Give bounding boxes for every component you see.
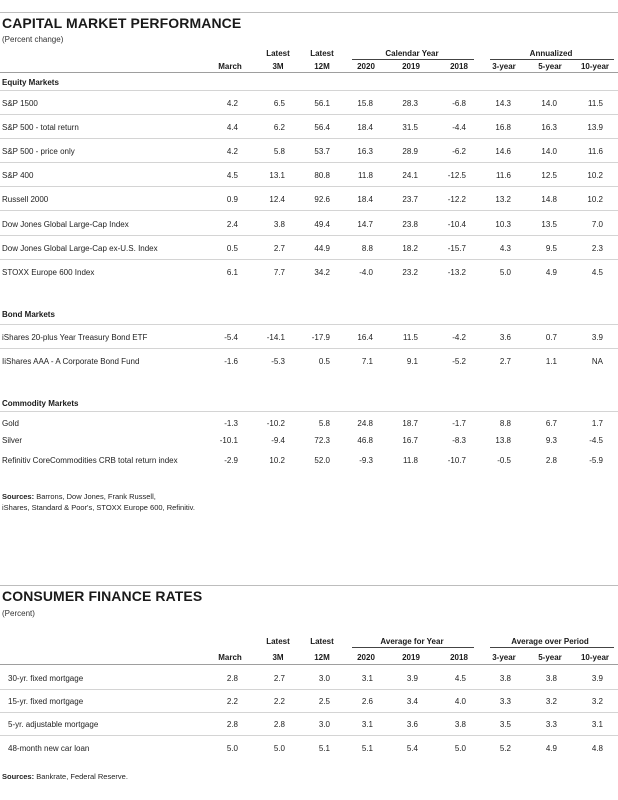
row-value: 11.5 <box>403 333 418 342</box>
row-value: -8.3 <box>452 436 466 445</box>
table1-title: CAPITAL MARKET PERFORMANCE <box>2 15 242 31</box>
row-divider <box>0 138 618 139</box>
row-value: 2.5 <box>318 697 330 706</box>
row-value: -12.5 <box>447 171 466 180</box>
section-underline <box>0 324 618 325</box>
row-value: 9.3 <box>545 436 557 445</box>
t2-col-header-3-year: 3-year <box>492 653 516 662</box>
row-value: 56.4 <box>314 123 330 132</box>
row-value: 11.6 <box>496 171 511 180</box>
row-value: 23.2 <box>402 268 418 277</box>
row-value: 3.5 <box>499 720 511 729</box>
t2-col-header-5-year: 5-year <box>538 653 562 662</box>
row-value: 3.9 <box>591 674 603 683</box>
row-value: 10.3 <box>495 220 511 229</box>
row-value: 11.8 <box>403 456 418 465</box>
table2-subtitle: (Percent) <box>2 609 35 618</box>
row-divider <box>0 259 618 260</box>
row-value: 3.6 <box>406 720 418 729</box>
row-value: 16.3 <box>541 123 557 132</box>
average-over-period-underline <box>490 647 614 648</box>
header-calendar-year: Calendar Year <box>385 49 439 58</box>
row-divider <box>0 712 618 713</box>
table-row <box>0 674 618 688</box>
row-label: Dow Jones Global Large-Cap Index <box>2 220 129 229</box>
row-value: 5.8 <box>318 419 330 428</box>
row-value: 2.7 <box>273 674 285 683</box>
row-value: 5.1 <box>361 744 373 753</box>
table-row <box>0 357 618 371</box>
row-value: 7.0 <box>591 220 603 229</box>
row-value: -1.7 <box>452 419 466 428</box>
table-row <box>0 268 618 282</box>
col-header-12m: 12M <box>314 62 330 71</box>
header-annualized: Annualized <box>529 49 573 58</box>
row-value: 11.8 <box>358 171 373 180</box>
row-value: 3.8 <box>499 674 511 683</box>
row-value: 7.1 <box>361 357 373 366</box>
row-value: 80.8 <box>314 171 330 180</box>
row-value: 6.1 <box>226 268 238 277</box>
row-value: 4.4 <box>226 123 238 132</box>
section-header: Equity Markets <box>2 78 59 87</box>
row-value: -9.4 <box>271 436 285 445</box>
t2-col-header-2018: 2018 <box>450 653 468 662</box>
t2-header-rule <box>0 664 618 665</box>
row-label: S&P 500 - total return <box>2 123 79 132</box>
col-header-2020: 2020 <box>357 62 375 71</box>
header-latest-12m-top: Latest <box>310 49 334 58</box>
row-value: -9.3 <box>359 456 373 465</box>
row-value: 16.3 <box>357 147 373 156</box>
row-value: -10.7 <box>447 456 466 465</box>
row-value: 13.5 <box>541 220 557 229</box>
row-value: 23.7 <box>402 195 418 204</box>
row-value: -5.4 <box>224 333 238 342</box>
row-label: 15-yr. fixed mortgage <box>8 697 84 706</box>
average-for-year-underline <box>352 647 474 648</box>
row-value: 2.8 <box>226 720 238 729</box>
table-row <box>0 419 618 433</box>
row-label: S&P 1500 <box>2 99 38 108</box>
row-label: 48-month new car loan <box>8 744 90 753</box>
row-value: 2.8 <box>226 674 238 683</box>
row-value: 24.8 <box>357 419 373 428</box>
row-value: 52.0 <box>314 456 330 465</box>
row-value: 16.4 <box>357 333 373 342</box>
row-value: 53.7 <box>314 147 330 156</box>
section-header: Commodity Markets <box>2 399 79 408</box>
row-label: Refinitiv CoreCommodities CRB total return index <box>2 456 178 465</box>
table-row <box>0 244 618 258</box>
row-value: 14.8 <box>541 195 557 204</box>
row-value: 3.0 <box>318 674 330 683</box>
row-divider <box>0 348 618 349</box>
row-value: 4.2 <box>226 99 238 108</box>
table-row <box>0 195 618 209</box>
table-row <box>0 720 618 734</box>
table-row <box>0 456 618 470</box>
t2-col-header-12m: 12M <box>314 653 330 662</box>
row-value: 16.7 <box>402 436 418 445</box>
table-row <box>0 171 618 185</box>
row-value: 2.7 <box>273 244 285 253</box>
row-value: 10.2 <box>587 171 603 180</box>
row-value: 18.2 <box>402 244 418 253</box>
col-header-2018: 2018 <box>450 62 468 71</box>
row-value: 11.5 <box>588 99 603 108</box>
section2-rule <box>0 585 618 586</box>
section-header: Bond Markets <box>2 310 55 319</box>
row-label: iShares 20-plus Year Treasury Bond ETF <box>2 333 148 342</box>
row-value: 3.4 <box>406 697 418 706</box>
calendar-year-underline <box>352 59 474 60</box>
col-header-march: March <box>218 62 242 71</box>
row-divider <box>0 735 618 736</box>
row-value: 4.9 <box>545 268 557 277</box>
row-value: 4.5 <box>226 171 238 180</box>
row-value: 9.1 <box>406 357 418 366</box>
row-value: 3.3 <box>545 720 557 729</box>
row-value: 5.0 <box>226 744 238 753</box>
row-value: 11.6 <box>588 147 603 156</box>
row-value: 14.6 <box>495 147 511 156</box>
row-value: -5.2 <box>452 357 466 366</box>
row-value: -5.3 <box>271 357 285 366</box>
row-value: 49.4 <box>314 220 330 229</box>
row-value: 44.9 <box>314 244 330 253</box>
row-value: 5.0 <box>499 268 511 277</box>
row-value: 3.9 <box>406 674 418 683</box>
row-value: -4.4 <box>452 123 466 132</box>
t2-header-average-over-period: Average over Period <box>511 637 589 646</box>
row-value: 72.3 <box>314 436 330 445</box>
row-value: -10.2 <box>266 419 285 428</box>
table2-sources-text: Bankrate, Federal Reserve. <box>34 772 128 781</box>
row-value: -4.0 <box>359 268 373 277</box>
row-value: 15.8 <box>357 99 373 108</box>
t2-col-header-3m: 3M <box>272 653 284 662</box>
header-rule <box>0 72 618 73</box>
table-row <box>0 123 618 137</box>
row-value: 3.3 <box>499 697 511 706</box>
row-value: 28.9 <box>402 147 418 156</box>
row-value: -5.9 <box>589 456 603 465</box>
row-value: -1.6 <box>224 357 238 366</box>
row-value: 4.8 <box>591 744 603 753</box>
col-header-3-year: 3-year <box>492 62 516 71</box>
row-value: 6.5 <box>273 99 285 108</box>
row-divider <box>0 689 618 690</box>
table1-subtitle: (Percent change) <box>2 35 64 44</box>
top-rule <box>0 12 618 13</box>
row-value: -15.7 <box>447 244 466 253</box>
table-row <box>0 99 618 113</box>
row-value: -0.5 <box>497 456 511 465</box>
row-value: -4.2 <box>452 333 466 342</box>
col-header-3m: 3M <box>272 62 284 71</box>
row-value: 10.2 <box>587 195 603 204</box>
row-value: 18.4 <box>357 123 373 132</box>
row-value: 92.6 <box>314 195 330 204</box>
row-value: 56.1 <box>314 99 330 108</box>
row-value: 14.0 <box>541 147 557 156</box>
t2-col-header-2020: 2020 <box>357 653 375 662</box>
table2-sources-label: Sources: <box>2 772 35 781</box>
row-value: 3.6 <box>499 333 511 342</box>
row-value: -12.2 <box>447 195 466 204</box>
row-value: 5.8 <box>273 147 285 156</box>
t2-header-latest-3m-top: Latest <box>266 637 290 646</box>
row-value: 4.9 <box>545 744 557 753</box>
table-row <box>0 220 618 234</box>
row-value: 0.7 <box>545 333 557 342</box>
row-divider <box>0 162 618 163</box>
row-value: 3.8 <box>273 220 285 229</box>
row-value: -10.4 <box>447 220 466 229</box>
table2-sources <box>2 771 128 782</box>
table-row <box>0 436 618 450</box>
col-header-10-year: 10-year <box>580 62 610 71</box>
row-value: 14.7 <box>357 220 373 229</box>
row-value: -6.2 <box>452 147 466 156</box>
row-value: -4.5 <box>589 436 603 445</box>
table-row <box>0 147 618 161</box>
row-value: 3.9 <box>591 333 603 342</box>
row-value: 1.1 <box>545 357 557 366</box>
row-value: 3.1 <box>591 720 603 729</box>
row-value: 4.0 <box>454 697 466 706</box>
row-label: S&P 400 <box>2 171 34 180</box>
row-value: -17.9 <box>311 333 330 342</box>
row-value: 18.4 <box>357 195 373 204</box>
row-value: 2.3 <box>591 244 603 253</box>
row-value: 10.2 <box>269 456 285 465</box>
row-label: Russell 2000 <box>2 195 49 204</box>
row-value: 28.3 <box>402 99 418 108</box>
row-value: 4.5 <box>454 674 466 683</box>
row-value: 0.9 <box>226 195 238 204</box>
row-value: 3.0 <box>318 720 330 729</box>
row-value: 6.7 <box>545 419 557 428</box>
row-value: 0.5 <box>226 244 238 253</box>
row-value: 23.8 <box>402 220 418 229</box>
row-value: 18.7 <box>402 419 418 428</box>
row-label: Dow Jones Global Large-Cap ex-U.S. Index <box>2 244 158 253</box>
row-value: 13.1 <box>269 171 285 180</box>
row-value: 3.2 <box>591 697 603 706</box>
row-value: 3.1 <box>361 674 373 683</box>
row-divider <box>0 235 618 236</box>
row-value: 24.1 <box>402 171 418 180</box>
row-label: Gold <box>2 419 19 428</box>
row-value: -13.2 <box>447 268 466 277</box>
row-value: 5.2 <box>499 744 511 753</box>
row-label: S&P 500 - price only <box>2 147 75 156</box>
row-value: 7.7 <box>273 268 285 277</box>
table1-sources-line2: iShares, Standard & Poor's, STOXX Europe 600, Refinitiv. <box>2 503 195 512</box>
row-value: 8.8 <box>499 419 511 428</box>
row-value: 2.4 <box>226 220 238 229</box>
row-value: 14.3 <box>495 99 511 108</box>
row-value: 34.2 <box>314 268 330 277</box>
t2-col-header-march: March <box>218 653 242 662</box>
t2-col-header-10-year: 10-year <box>580 653 610 662</box>
row-label: Silver <box>2 436 23 445</box>
row-value: 1.7 <box>591 419 603 428</box>
row-value: 3.2 <box>545 697 557 706</box>
annualized-underline <box>490 59 614 60</box>
row-value: 12.4 <box>269 195 285 204</box>
row-value: 9.5 <box>545 244 557 253</box>
row-value: 2.8 <box>273 720 285 729</box>
row-label: 30-yr. fixed mortgage <box>8 674 84 683</box>
table1-sources-line1: Barrons, Dow Jones, Frank Russell, <box>34 492 156 501</box>
t2-header-latest-12m-top: Latest <box>310 637 334 646</box>
row-value: 5.0 <box>454 744 466 753</box>
section-underline <box>0 411 618 412</box>
row-value: 2.6 <box>361 697 373 706</box>
row-value: 2.8 <box>545 456 557 465</box>
row-value: 5.4 <box>406 744 418 753</box>
table-row <box>0 697 618 711</box>
row-value: -6.8 <box>452 99 466 108</box>
row-value: 6.2 <box>273 123 285 132</box>
row-value: 16.8 <box>495 123 511 132</box>
row-value: 31.5 <box>402 123 418 132</box>
row-value: -14.1 <box>266 333 285 342</box>
row-value: NA <box>591 357 603 366</box>
row-divider <box>0 210 618 211</box>
row-value: 3.1 <box>361 720 373 729</box>
row-divider <box>0 186 618 187</box>
row-value: 2.2 <box>226 697 238 706</box>
t2-col-header-2019: 2019 <box>402 653 420 662</box>
table1-sources-label: Sources: <box>2 492 35 501</box>
row-value: 13.8 <box>495 436 511 445</box>
row-value: 2.2 <box>273 697 285 706</box>
row-value: 13.2 <box>495 195 511 204</box>
row-value: 3.8 <box>454 720 466 729</box>
row-value: 0.5 <box>318 357 330 366</box>
row-value: 4.3 <box>499 244 511 253</box>
row-value: 5.0 <box>273 744 285 753</box>
section-underline <box>0 90 618 91</box>
table1-sources <box>2 491 195 513</box>
row-label: STOXX Europe 600 Index <box>2 268 95 277</box>
row-value: 3.8 <box>545 674 557 683</box>
row-value: 13.9 <box>587 123 603 132</box>
row-divider <box>0 114 618 115</box>
row-label: IiShares AAA - A Corporate Bond Fund <box>2 357 140 366</box>
col-header-2019: 2019 <box>402 62 420 71</box>
table-row <box>0 333 618 347</box>
row-value: 8.8 <box>361 244 373 253</box>
row-value: 2.7 <box>499 357 511 366</box>
table2-title: CONSUMER FINANCE RATES <box>2 588 203 604</box>
row-value: 46.8 <box>357 436 373 445</box>
table-row <box>0 744 618 758</box>
row-value: 12.5 <box>541 171 557 180</box>
row-value: 14.0 <box>541 99 557 108</box>
row-value: 4.5 <box>591 268 603 277</box>
t2-header-average-for-year: Average for Year <box>380 637 444 646</box>
row-label: 5-yr. adjustable mortgage <box>8 720 99 729</box>
row-value: -1.3 <box>224 419 238 428</box>
row-value: -2.9 <box>224 456 238 465</box>
col-header-5-year: 5-year <box>538 62 562 71</box>
row-value: 5.1 <box>318 744 330 753</box>
row-value: 4.2 <box>226 147 238 156</box>
header-latest-3m-top: Latest <box>266 49 290 58</box>
row-value: -10.1 <box>219 436 238 445</box>
